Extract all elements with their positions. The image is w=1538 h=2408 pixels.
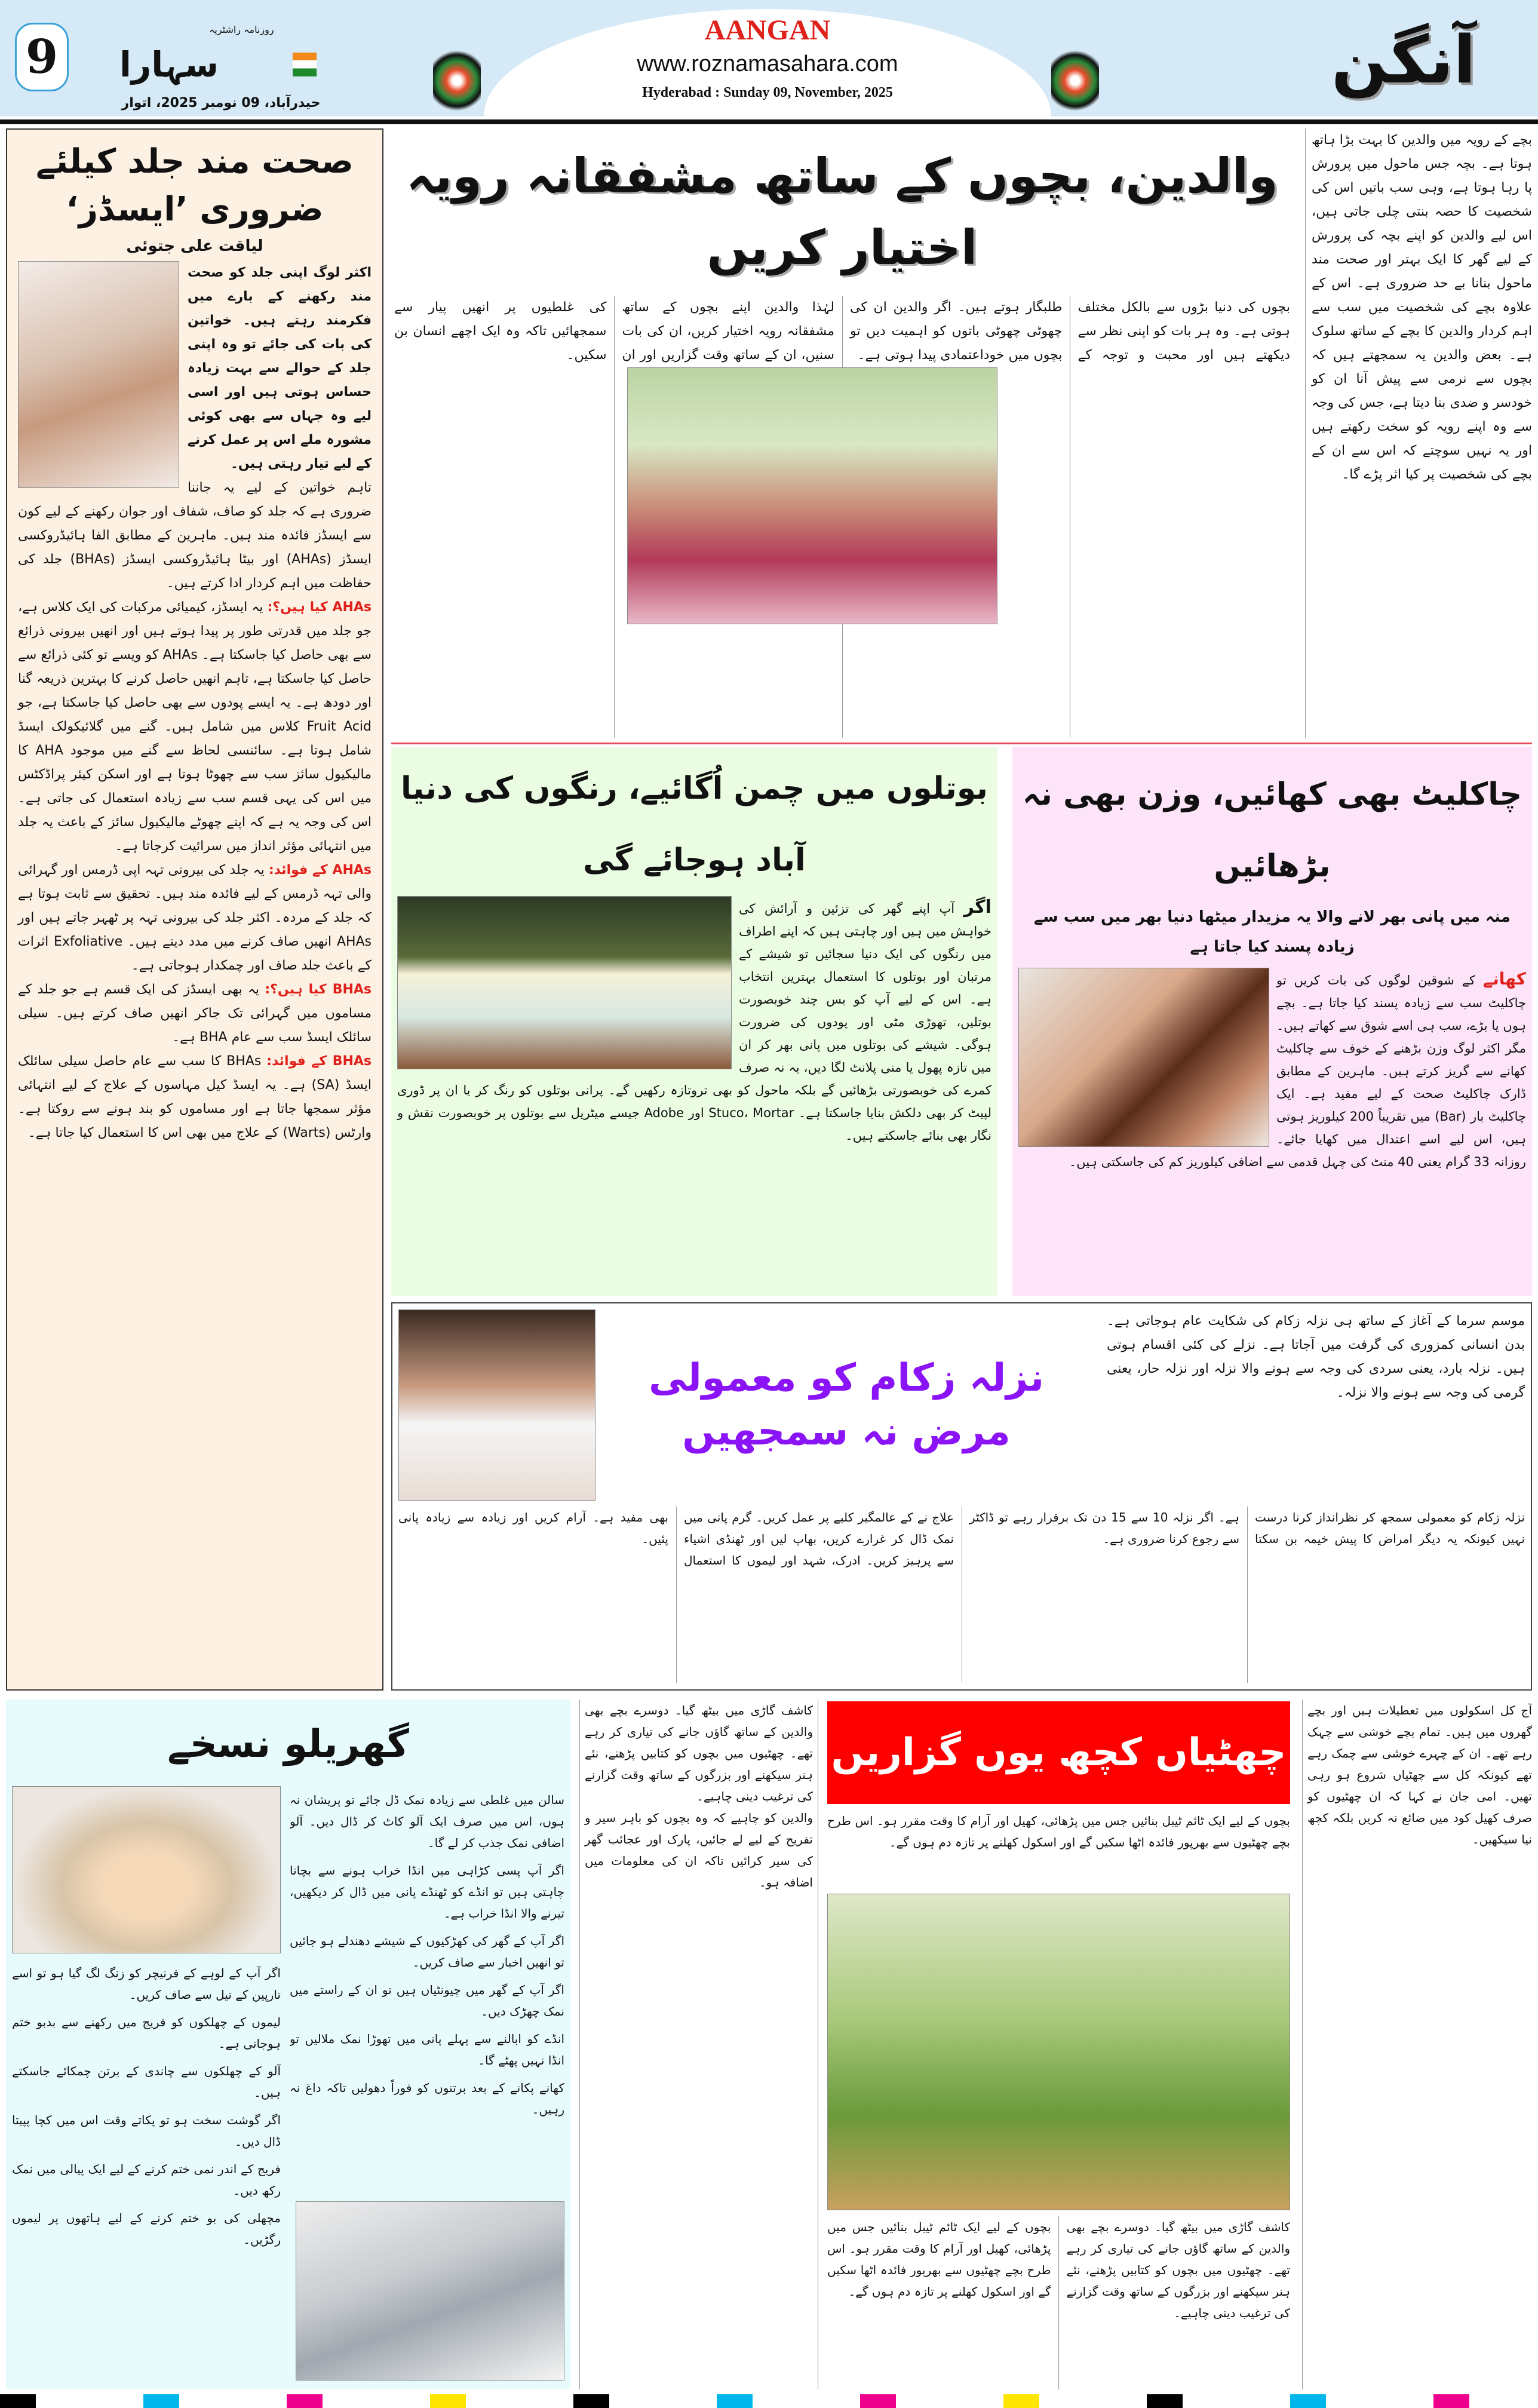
chocolate-article-title: چاکلیٹ بھی کھائیں، وزن بھی نہ بڑھائیں (1022, 777, 1522, 884)
cold-column-right (1107, 1309, 1525, 1501)
holidays-column-left (579, 1700, 818, 2389)
remedies-list-left (12, 1962, 281, 2381)
skin-section-text: یہ بھی ایسڈز کی ایک قسم ہے جو جلد کے مساموں میں گہرائی تک جاکر انھیں صاف کرتے ہیں۔ سیلی سائلک ایسڈ سب سے عام BHA ہے۔ (18, 982, 372, 1045)
remedy-tip: اگر آپ کے لوہے کے فرنیچر کو زنگ لگ گیا ہو تو اسے تارپین کے تیل سے صاف کریں۔ (12, 1966, 281, 2002)
parents-column-right (1305, 128, 1532, 738)
skin-section-text: یہ جلد کی بیرونی تہہ اپی ڈرمس اور گہرائی والی تہہ ڈرمس کے لیے فائدہ مند ہیں۔ تحقیق سے ثابت ہوتا ہے کہ جلد کے مردہ۔ اکثر جلد کی بیرونی تہہ پر ٹھہر جاتے ہیں اور AHAs انھیں صاف کرنے میں مدد دیتے ہیں۔ Exfoliative اثرات کے باعث جلد صاف اور چمکدار ہوجاتی ہے۔ (18, 863, 372, 973)
chocolate-article-subtitle: منہ میں پانی بھر لانے والا یہ مزیدار میٹھا دنیا بھر میں سب سے زیادہ پسند کیا جاتا ہے (1034, 908, 1511, 956)
remedy-tip: فریج کے اندر نمی ختم کرنے کے لیے ایک پیالی میں نمک رکھ دیں۔ (12, 2162, 281, 2198)
logo-subtext: روزنامہ راشٹریہ (209, 24, 274, 35)
bottle-article-title: بوتلوں میں چمن اُگائیے، رنگوں کی دنیا آباد ہوجائے گی (401, 771, 988, 878)
remedy-tip: آلو کے چھلکوں سے چاندی کے برتن چمکائے جاسکتے ہیں۔ (12, 2064, 281, 2100)
skin-section-label: AHAs کے فوائد: (268, 863, 372, 878)
holidays-body (827, 2216, 1290, 2389)
remedy-tip: سالن میں غلطی سے زیادہ نمک ڈل جائے تو پریشان نہ ہوں، اس میں صرف ایک آلو کاٹ کر ڈال دیں۔ آلو اضافی نمک جذب کر لے گا۔ (290, 1793, 564, 1850)
children-playing-photo (827, 1894, 1290, 2210)
remedy-tip: اگر آپ پسی کڑاہی میں انڈا خراب ہونے سے بچانا چاہتی ہیں تو انڈے کو ٹھنڈے پانی میں ڈال کر دیکھیں، تیرنے والا انڈا خراب ہے۔ (290, 1863, 564, 1921)
urdu-date: حیدرآباد، 09 نومبر 2025، اتوار (121, 96, 321, 111)
skin-section (18, 1050, 372, 1145)
remedy-tip: کھانے پکانے کے بعد برتنوں کو فوراً دھولیں تاکہ داغ نہ رہیں۔ (290, 2081, 564, 2116)
website-link[interactable]: www.roznamasahara.com (637, 51, 898, 76)
skin-intro-text: اکثر لوگ اپنی جلد کو صحت مند رکھنے کے بارے میں فکرمند رہتے ہیں۔ خواتین کی بات کی جائے تو وہ اپنی جلد کے حوالے سے بہت زیادہ حساس ہوتی ہیں اور اسی لیے وہ جہاں سے بھی کوئی مشورہ ملے اس پر عمل کرنے کے لیے تیار رہتی ہیں۔ (188, 265, 372, 471)
header-rule (0, 119, 1538, 124)
skin-section (18, 858, 372, 978)
holidays-paragraph: بچوں کے لیے ایک ٹائم ٹیبل بنائیں جس میں پڑھائی، کھیل اور آرام کا وقت مقرر ہو۔ اس طرح بچے چھٹیوں سے بھرپور فائدہ اٹھا سکیں گے اور اسکول کھلنے پر تازہ دم ہوں گے۔ (827, 2220, 1051, 2299)
skin-section-text: یہ ایسڈز، کیمیائی مرکبات کی ایک کلاس ہے، جو جلد میں قدرتی طور پر پیدا ہوتے ہیں اور انھیں بیرونی ذرائع سے بھی حاصل کیا جاسکتا ہے۔ AHAs کو ویسے تو کئی ذرائع سے حاصل کیا جاسکتا ہے، تاہم انھیں حاصل کرنے کا بہترین ذریعہ گنا اور دودھ ہے۔ یہ ایسے پودوں سے بھی حاصل کیا جاسکتا ہے، جو Fruit Acid کلاس میں شامل ہیں۔ گنے میں گلائیکولک ایسڈ شامل ہوتا ہے۔ سائنسی لحاظ سے گنے میں موجود AHA کا مالیکیول سائز سب سے چھوٹا ہوتا ہے اور اسکن کیئر پراڈکٹس میں اس کی یہی قسم سب سے زیادہ استعمال کی جاتی ہے۔ اس کی وجہ یہ ہے کہ اپنے چھوٹے مالیکیول سائز کے باعث یہ جلد میں انتہائی مؤثر انداز میں سرائیت کرجاتا ہے۔ (18, 600, 372, 854)
remedies-article (6, 1700, 570, 2389)
remedy-tip: لیموں کے چھلکوں کو فریج میں رکھنے سے بدبو ختم ہوجاتی ہے۔ (12, 2015, 281, 2051)
holidays-article-title: چھٹیاں کچھ یوں گزاریں (831, 1731, 1287, 1775)
holidays-paragraph: کاشف گاڑی میں بیٹھ گیا۔ دوسرے بچے بھی والدین کے ساتھ گاؤں جانے کی تیاری کر رہے تھے۔ چھٹیوں میں بچوں کو کتابیں پڑھنے، نئے ہنر سیکھنے اور بزرگوں کے ساتھ وقت گزارنے کی ترغیب دینی چاہیے۔ (585, 1703, 813, 1803)
section-rule (391, 743, 1532, 744)
holidays-title-box (827, 1701, 1290, 1804)
skin-section (18, 978, 372, 1050)
eggs-bowl-photo (12, 1786, 281, 1953)
chocolate-article (1012, 747, 1532, 1296)
masthead (0, 0, 1538, 116)
fish-foil-photo (296, 2201, 564, 2381)
sahara-logo (119, 24, 323, 91)
cold-paragraph: نزلہ زکام کو معمولی سمجھ کر نظرانداز کرنا درست نہیں کیونکہ یہ دیگر امراض کا پیش خیمہ بن سکتا ہے۔ اگر نزلہ 10 سے 15 دن تک برقرار رہے تو ڈاکٹر سے رجوع کرنا ضروری ہے۔ (969, 1510, 1525, 1546)
family-selfie-photo (627, 367, 997, 624)
skin-paragraph: تاہم خواتین کے لیے یہ جاننا ضروری ہے کہ جلد کو صاف، شفاف اور جوان رکھنے کے لیے کون سے ایسڈز فائدہ مند ہیں۔ ماہرین کے مطابق الفا ہائیڈروکسی ایسڈز (AHAs) اور بیٹا ہائیڈروکسی ایسڈز (BHAs) جلد کی حفاظت میں اہم کردار ادا کرتے ہیں۔ (18, 480, 372, 591)
section-title-en: AANGAN (704, 14, 831, 46)
parents-paragraph: بعض والدین یہ سمجھتے ہیں کہ بچوں سے نرمی سے پیش آنا ان کو خودسر و ضدی بنا دیتا ہے، جس کی وجہ سے وہ اپنے رویہ کو سخت رکھتے ہیں اور یہ نہیں سوچتے کہ اس سے ان کے بچے کی شخصیت پر کیا اثر پڑے گا۔ (1312, 348, 1532, 482)
remedies-list-right (290, 1789, 564, 2195)
chocolate-paragraph: کے شوقین لوگوں کی بات کریں تو چاکلیٹ سب سے زیادہ پسند کیا جاتا ہے۔ بچے ہوں یا بڑے، سب ہی اسے شوق سے کھاتے ہیں۔ مگر اکثر لوگ وزن بڑھنے کے خوف سے چاکلیٹ کھانے سے گریز کرتے ہیں۔ (1276, 973, 1526, 1078)
parents-paragraph: بچے کے رویہ میں والدین کا بہت بڑا ہاتھ ہوتا ہے۔ بچہ جس ماحول میں پرورش پا رہا ہوتا ہے، وہی سب باتیں اس کی شخصیت کا حصہ بنتی چلی جاتی ہیں، اس لیے والدین کو اپنے بچہ کی پرورش کے لیے گھر کا ایک بہتر اور صحت مند ماحول بنانا بے حد ضروری ہے۔ اس کے علاوہ بچے کی شخصیت میں سب سے اہم کردار والدین کا بچے کے ساتھ سلوک ہے۔ (1312, 133, 1532, 363)
parents-article (394, 128, 1532, 738)
remedy-tip: انڈے کو ابالنے سے پہلے پانی میں تھوڑا نمک ملالیں تو انڈا نہیں پھٹے گا۔ (290, 2032, 564, 2067)
sun-emblem-right-icon (1051, 45, 1099, 116)
skin-article (6, 128, 383, 1691)
remedy-tip: اگر آپ کے گھر میں چیونٹیاں ہیں تو ان کے راستے میں نمک چھڑک دیں۔ (290, 1983, 564, 2019)
remedy-tip: اگر گوشت سخت ہو تو پکاتے وقت اس میں کچا پپیتا ڈال دیں۔ (12, 2113, 281, 2149)
cold-paragraph: موسم سرما کے آغاز کے ساتھ ہی نزلہ زکام کی شکایت عام ہوجاتی ہے۔ بدن انسانی کمزوری کی گرفت میں آجاتا ہے۔ نزلے کی کئی اقسام ہوتی ہیں۔ نزلہ بارد، یعنی سردی کی وجہ سے ہونے والا نزلہ اور نزلہ حار، یعنی گرمی کی وجہ سے ہونے والا نزلہ۔ (1107, 1314, 1525, 1400)
color-registration-bar (0, 2394, 1538, 2408)
holidays-intro (827, 1810, 1290, 1888)
skin-article-byline: لیاقت علی جتوئی (126, 237, 263, 255)
chocolate-paragraph: ماہرین کے مطابق ڈارک چاکلیٹ صحت کے لیے مفید ہے۔ ایک چاکلیٹ بار (Bar) میں تقریباً 200 کیلوریز ہوتی ہیں، اس لیے اسے اعتدال میں کھایا جائے۔ روزانہ 33 گرام یعنی 40 منٹ کی چہل قدمی سے اضافی کیلوریز کم کی جاسکتی ہیں۔ (1069, 1064, 1526, 1169)
holidays-paragraph: کاشف گاڑی میں بیٹھ گیا۔ دوسرے بچے بھی والدین کے ساتھ گاؤں جانے کی تیاری کر رہے تھے۔ چھٹیوں میں بچوں کو کتابیں پڑھنے، نئے ہنر سیکھنے اور بزرگوں کے ساتھ وقت گزارنے کی ترغیب دینی چاہیے۔ (1066, 2220, 1290, 2320)
bottle-paragraph: شیشے کی بوتلوں میں پانی بھر کر ان میں تازہ پھول یا منی پلانٹ لگا دیں، یہ نہ صرف کمرے کی خوبصورتی بڑھائیں گے بلکہ ماحول کو بھی تروتازہ رکھیں گے۔ پرانی بوتلوں کو رنگ کر یا ان پر ڈوری لپیٹ کر بھی دلکش بنایا جاسکتا ہے۔ Stuco، Mortar اور Adobe جیسے میٹریل سے بوتلوں پر خوبصورت نقش و نگار بھی بنائے جاسکتے ہیں۔ (397, 1038, 992, 1143)
page-number: 9 (15, 23, 69, 91)
skin-section-text: BHAs کا سب سے عام حاصل سیلی سائلک ایسڈ (SA) ہے۔ یہ ایسڈ کیل مہاسوں کے علاج کے لیے انتہائی مؤثر سمجھا جاتا ہے اور مساموں کو بند ہونے سے روکتا ہے۔ وارٹس (Warts) کے علاج میں بھی اس کا استعمال کیا جاتا ہے۔ (18, 1054, 372, 1140)
cold-paragraph: علاج نے کے عالمگیر کلیے پر عمل کریں۔ گرم پانی میں نمک ڈال کر غرارے کریں، بھاپ لیں اور ٹھنڈی اشیاء سے پرہیز کریں۔ ادرک، شہد اور لیموں کا استعمال بھی مفید ہے۔ آرام کریں اور زیادہ سے زیادہ پانی پئیں۔ (398, 1510, 954, 1567)
chocolate-lead-word: کھانے (1482, 969, 1526, 989)
skin-article-title: صحت مند جلد کیلئے ضروری ’ایسڈز‘ (36, 142, 354, 229)
cold-body (398, 1507, 1525, 1683)
holidays-paragraph: آج کل اسکولوں میں تعطیلات ہیں اور بچے گھروں میں ہیں۔ تمام بچے خوشی سے چہک رہے تھے۔ ان کے چہرے خوشی سے چمک رہے تھے کیونکہ کل سے چھٹیاں شروع ہو رہی تھیں۔ امی جان نے کہا کہ ان چھٹیوں کو صرف کھیل کود میں ضائع نہ کریں بلکہ کچھ نیا سیکھیں۔ (1307, 1703, 1532, 1846)
bottle-article (391, 747, 997, 1296)
sun-emblem-left-icon (433, 45, 481, 116)
bottle-paragraph: آپ اپنے گھر کی تزئین و آرائش کی خواہش میں ہیں اور چاہتی ہیں کہ اپنے اطراف میں رنگوں کی ایک دنیا سجائیں تو شیشے کے مرتبان اور بوتلوں کا استعمال بہترین انتخاب ہے۔ اس کے لیے آپ کو بس چند خوبصورت بوتلیں، تھوڑی مٹی اور پودوں کی ضرورت ہوگی۔ (739, 901, 991, 1052)
skin-section-label: BHAs کے فوائد: (266, 1054, 372, 1069)
logo-flag-icon (293, 53, 317, 76)
skin-section-label: BHAs کیا ہیں؟: (265, 982, 372, 997)
section-title-urdu: آنگن (1331, 22, 1476, 98)
parents-paragraph: بچوں کی دنیا بڑوں سے بالکل مختلف ہوتی ہے۔ وہ ہر بات کو اپنی نظر سے دیکھتے ہیں اور محبت و توجہ کے طلبگار ہوتے ہیں۔ اگر والدین ان کی چھوٹی چھوٹی باتوں کو اہمیت دیں تو بچوں میں خوداعتمادی پیدا ہوتی ہے۔ (850, 300, 1290, 363)
remedy-tip: اگر آپ کے گھر کی کھڑکیوں کے شیشے دھندلے ہو جائیں تو انھیں اخبار سے صاف کریں۔ (290, 1934, 564, 1970)
cold-article-title: نزلہ زکام کو معمولی مرض نہ سمجھیں (648, 1356, 1045, 1454)
skin-section (18, 596, 372, 858)
remedies-article-title: گھریلو نسخے (167, 1722, 409, 1766)
woman-sneezing-photo (398, 1309, 595, 1501)
holidays-paragraph: والدین کو چاہیے کہ وہ بچوں کو باہر سیر و تفریح کے لیے لے جائیں، پارک اور عجائب گھر کی سیر کرائیں تاکہ ان کی معلومات میں اضافہ ہو۔ (585, 1811, 813, 1889)
logo-text: سہارا (119, 44, 219, 85)
skin-section-label: AHAs کیا ہیں؟: (267, 600, 372, 615)
parents-article-title: والدین، بچوں کے ساتھ مشفقانہ رویہ اختیار کریں (406, 148, 1278, 275)
flower-bottles-photo (397, 896, 732, 1069)
woman-chocolate-photo (1018, 968, 1269, 1147)
skin-article-photo (18, 261, 179, 488)
parents-paragraph: لہٰذا والدین اپنے بچوں کے ساتھ مشفقانہ رویہ اختیار کریں، ان کی بات سنیں، ان کے ساتھ وقت گزاریں اور ان کی غلطیوں پر انھیں پیار سے سمجھائیں تاکہ وہ ایک اچھے انسان بن سکیں۔ (394, 300, 834, 363)
remedy-tip: مچھلی کی بو ختم کرنے کے لیے ہاتھوں پر لیموں رگڑیں۔ (12, 2211, 281, 2247)
bottle-lead-word: اگر (963, 897, 991, 918)
holidays-column-right (1302, 1700, 1532, 2389)
holidays-paragraph: بچوں کے لیے ایک ٹائم ٹیبل بنائیں جس میں پڑھائی، کھیل اور آرام کا وقت مقرر ہو۔ اس طرح بچے چھٹیوں سے بھرپور فائدہ اٹھا سکیں گے اور اسکول کھلنے پر تازہ دم ہوں گے۔ (827, 1814, 1290, 1849)
cold-article (391, 1302, 1532, 1691)
dateline: Hyderabad : Sunday 09, November, 2025 (642, 85, 893, 100)
